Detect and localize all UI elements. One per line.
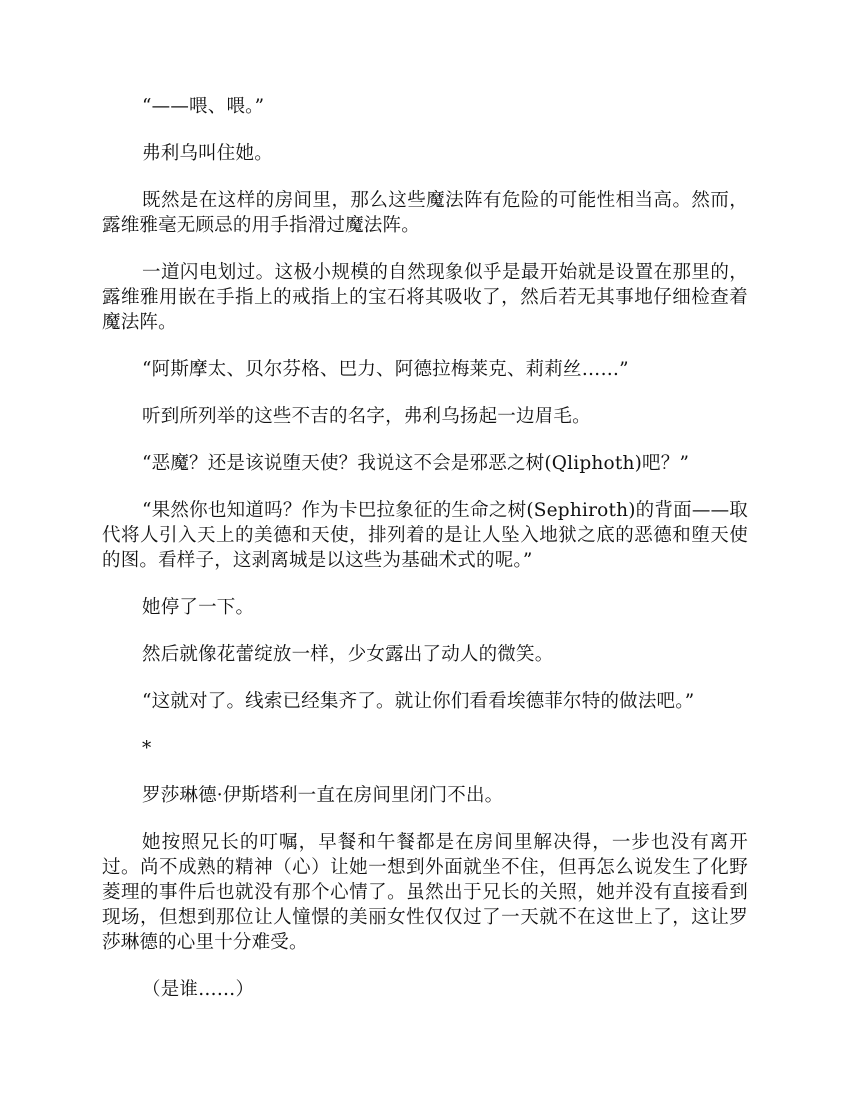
paragraph: “阿斯摩太、贝尔芬格、巴力、阿德拉梅莱克、莉莉丝……” (142, 359, 629, 380)
paragraph: 她按照兄长的叮嘱，早餐和午餐都是在房间里解决得，一步也没有离开过。尚不成熟的精神（心）让她一想到外面就坐不住，但再怎么说发生了化野菱理的事件后也就没有那个心情了。虽然出于兄长的关照，她并没有直接看到现场，但想到那位让人憧憬的美丽女性仅仅过了一天就不在这世上了，这让罗莎琳德的心里十分难受。 (102, 832, 748, 953)
paragraph: 然后就像花蕾绽放一样，少女露出了动人的微笑。 (142, 644, 554, 665)
paragraph: 一道闪电划过。这极小规模的自然现象似乎是最开始就是设置在那里的，露维雅用嵌在手指上的戒指上的宝石将其吸收了，然后若无其事地仔细检查着魔法阵。 (102, 262, 748, 333)
paragraph: “恶魔？还是该说堕天使？我说这不会是邪恶之树(Qliphoth)吧？” (142, 453, 690, 474)
paragraph: “这就对了。线索已经集齐了。就让你们看看埃德菲尔特的做法吧。” (142, 691, 695, 712)
paragraph: “果然你也知道吗？作为卡巴拉象征的生命之树(Sephiroth)的背面——取代将人引入天上的美德和天使，排列着的是让人坠入地狱之底的恶德和堕天使的图。看样子，这剥离城是以这些为基础术式的呢。” (102, 500, 748, 571)
paragraph: “——喂、喂。” (142, 96, 265, 117)
paragraph: 弗利乌叫住她。 (142, 143, 273, 164)
paragraph: 罗莎琳德·伊斯塔利一直在房间里闭门不出。 (142, 785, 504, 806)
paragraph: （是谁……） (142, 979, 255, 1000)
scene-break: * (142, 738, 152, 759)
paragraph: 她停了一下。 (142, 597, 255, 618)
paragraph: 听到所列举的这些不吉的名字，弗利乌扬起一边眉毛。 (142, 406, 591, 427)
body-text (102, 94, 748, 1024)
paragraph: 既然是在这样的房间里，那么这些魔法阵有危险的可能性相当高。然而，露维雅毫无顾忌的用手指滑过魔法阵。 (102, 190, 748, 236)
